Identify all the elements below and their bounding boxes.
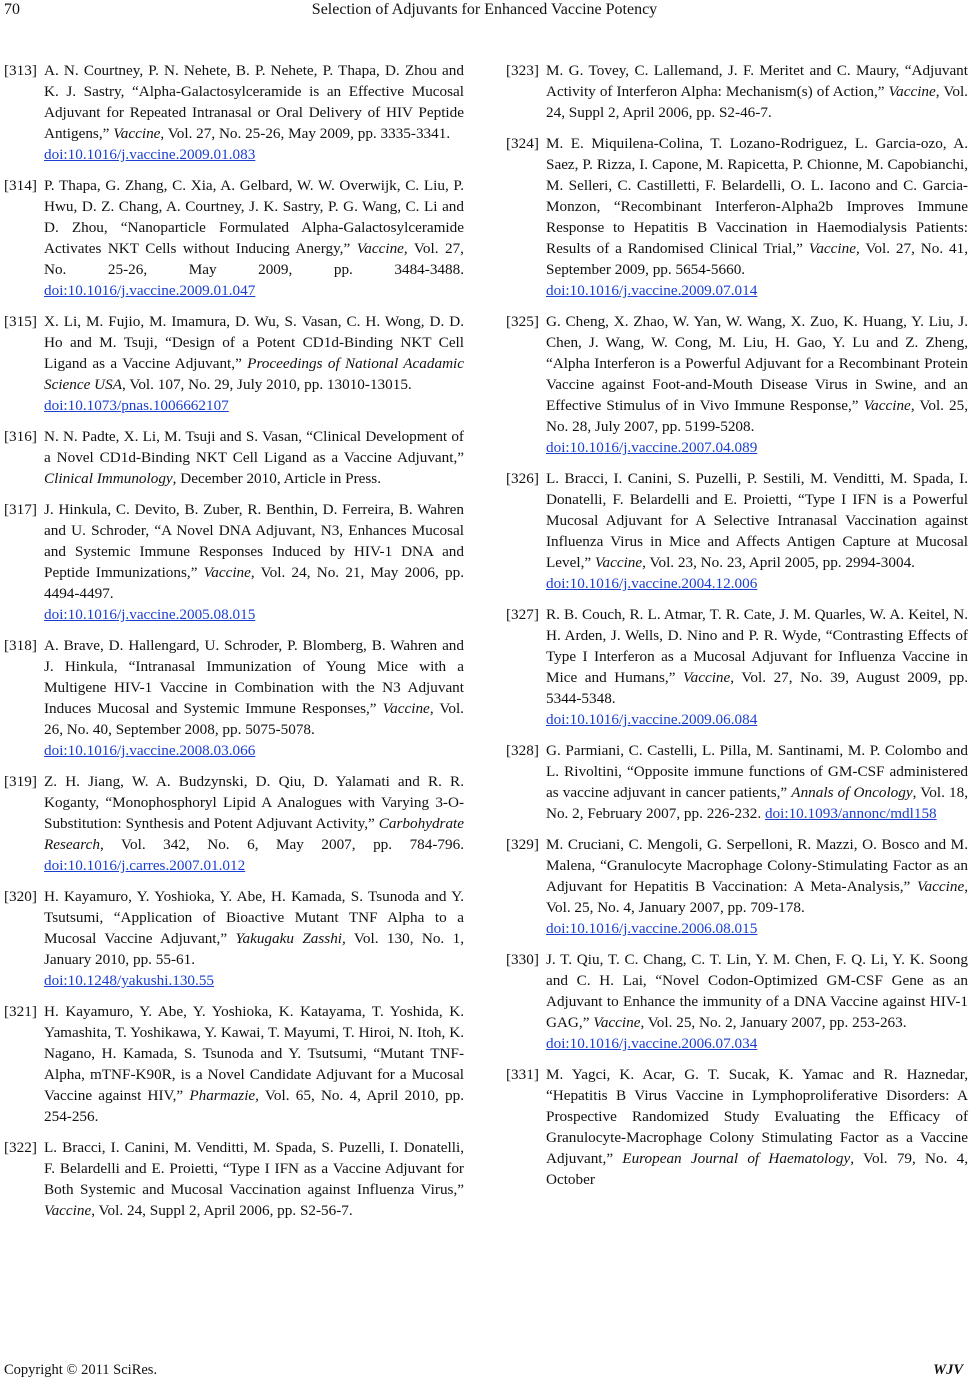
reference-journal: Yakugaku Zasshi [235, 930, 343, 947]
reference-details: , Vol. 18, No. 2, February 2007, pp. 226-232. [546, 784, 968, 822]
reference-details: , Vol. 24, Suppl 2, April 2006, pp. S2-56-7. [91, 1202, 353, 1219]
reference-details: , Vol. 23, No. 23, April 2005, pp. 2994-3004. [642, 554, 915, 571]
reference-entry [4, 311, 464, 416]
reference-authors-title: H. Kayamuro, Y. Abe, Y. Yoshioka, K. Katayama, T. Yoshida, K. Yamashita, T. Yoshikawa, Y. Kawai, T. Mayumi, T. Hiroi, N. Itoh, K. Nagano, H. Kamada, S. Tsunoda and Y. Tsutsumi, “Mutant TNF-Alpha, mTNF-K90R, is a Novel Candidate Adjuvant for a Mucosal Vaccine against HIV,” [44, 1003, 464, 1104]
reference-details: , Vol. 107, No. 29, July 2010, pp. 13010-13015. [122, 376, 412, 393]
reference-details: , Vol. 79, No. 4, October [546, 1150, 969, 1188]
reference-details: , Vol. 27, No. 39, August 2009, pp. 5344-5348. [546, 669, 968, 707]
reference-entry [4, 771, 464, 876]
reference-details: , Vol. 25, No. 2, January 2007, pp. 253-263. [640, 1014, 907, 1031]
reference-number: [325] [506, 313, 539, 330]
reference-number: [328] [506, 742, 539, 759]
right-column [506, 60, 968, 1200]
reference-journal: Vaccine [593, 1014, 641, 1031]
reference-number: [321] [4, 1003, 37, 1020]
reference-number: [316] [4, 428, 37, 445]
reference-entry [506, 740, 968, 824]
reference-number: [322] [4, 1139, 37, 1156]
reference-details: , Vol. 26, No. 40, September 2008, pp. 5075-5078. [44, 700, 464, 738]
reference-entry [4, 886, 464, 991]
reference-entry [506, 834, 968, 939]
reference-number: [319] [4, 773, 37, 790]
doi-link[interactable]: doi:10.1016/j.vaccine.2008.03.066 [44, 742, 256, 759]
reference-details: , Vol. 25, No. 28, July 2007, pp. 5199-5208. [546, 397, 968, 435]
reference-journal: Pharmazie [189, 1087, 256, 1104]
reference-journal: Vaccine [382, 700, 430, 717]
copyright-notice: Copyright © 2011 SciRes. [4, 1362, 158, 1378]
reference-entry [4, 426, 464, 489]
left-column [4, 60, 464, 1231]
doi-link[interactable]: doi:10.1016/j.vaccine.2004.12.006 [546, 575, 758, 592]
reference-authors-title: L. Bracci, I. Canini, S. Puzelli, P. Sestili, M. Venditti, M. Spada, I. Donatelli, F. Belardelli and E. Proietti, “Type I IFN is a Powerful Mucosal Adjuvant for A Selective Intranasal Vaccination against Influenza Virus in Mice and Affects Antigen Capture at Mucosal Level,” [546, 470, 968, 571]
doi-link[interactable]: doi:10.1016/j.vaccine.2009.06.084 [546, 711, 758, 728]
reference-entry [4, 499, 464, 625]
reference-journal: Vaccine [888, 83, 936, 100]
reference-journal: Clinical Immunology [44, 470, 173, 487]
page-header [0, 0, 969, 22]
reference-journal: Vaccine [683, 669, 731, 686]
reference-entry [4, 635, 464, 761]
reference-entry [506, 133, 968, 301]
doi-link[interactable]: doi:10.1016/j.vaccine.2007.04.089 [546, 439, 758, 456]
reference-authors-title: P. Thapa, G. Zhang, C. Xia, A. Gelbard, W. W. Overwijk, C. Liu, P. Hwu, D. Z. Chang, A. Courtney, J. K. Sastry, P. G. Wang, C. Li and D. Zhou, “Nanoparticle Formulated Alpha-Galactosylceramide Activates NKT Cells without Inducing Anergy,” [44, 177, 464, 257]
reference-entry [506, 949, 968, 1054]
reference-authors-title: Z. H. Jiang, W. A. Budzynski, D. Qiu, D. Yalamati and R. R. Koganty, “Monophosphoryl Lipid A Analogues with Varying 3-O-Substitution: Synthesis and Potent Adjuvant Activity,” [44, 773, 464, 832]
reference-journal: Vaccine [863, 397, 911, 414]
doi-link[interactable]: doi:10.1016/j.carres.2007.01.012 [44, 857, 246, 874]
reference-journal: Vaccine [916, 878, 965, 895]
reference-authors-title: M. Cruciani, C. Mengoli, G. Serpelloni, R. Mazzi, O. Bosco and M. Malena, “Granulocyte Macrophage Colony-Stimulating Factor as an Adjuvant for Hepatitis B Vaccination: A Meta-Analysis,” [546, 836, 968, 895]
reference-authors-title: J. Hinkula, C. Devito, B. Zuber, R. Benthin, D. Ferreira, B. Wahren and U. Schroder, “A Novel DNA Adjuvant, N3, Enhances Mucosal and Systemic Immune Responses Induced by HIV-1 DNA and Peptide Immunizations,” [44, 501, 464, 581]
reference-journal: Vaccine [113, 125, 161, 142]
reference-authors-title: A. Brave, D. Hallengard, U. Schroder, P. Blomberg, B. Wahren and J. Hinkula, “Intranasal Immunization of Young Mice with a Multigene HIV-1 Vaccine in Combination with the N3 Adjuvant Induces Mucosal and Systemic Immune Responses,” [44, 637, 464, 717]
reference-details: , Vol. 27, No. 25-26, May 2009, pp. 3335-3341. [160, 125, 451, 142]
reference-details: , Vol. 342, No. 6, May 2007, pp. 784-796. [99, 836, 464, 853]
reference-number: [324] [506, 135, 539, 152]
doi-link[interactable]: doi:10.1016/j.vaccine.2009.07.014 [546, 282, 758, 299]
doi-link[interactable]: doi:10.1016/j.vaccine.2006.08.015 [546, 920, 758, 937]
reference-number: [331] [506, 1066, 539, 1083]
page-number: 70 [4, 1, 20, 18]
reference-entry [4, 1137, 464, 1221]
reference-authors-title: X. Li, M. Fujio, M. Imamura, D. Wu, S. Vasan, C. H. Wong, D. D. Ho and M. Tsuji, “Design of a Potent CD1d-Binding NKT Cell Ligand as a Vaccine Adjuvant,” [44, 313, 464, 372]
reference-authors-title: H. Kayamuro, Y. Yoshioka, Y. Abe, H. Kamada, S. Tsunoda and Y. Tsutsumi, “Application of Bioactive Mutant TNF Alpha to a Mucosal Vaccine Adjuvant,” [44, 888, 464, 947]
reference-authors-title: A. N. Courtney, P. N. Nehete, B. P. Nehete, P. Thapa, D. Zhou and K. J. Sastry, “Alpha-Galactosylceramide is an Effective Mucosal Adjuvant for Repeated Intranasal or Oral Delivery of HIV Peptide Antigens,” [44, 62, 464, 142]
reference-entry [506, 468, 968, 594]
reference-details: , Vol. 25, No. 4, January 2007, pp. 709-178. [546, 878, 968, 916]
reference-authors-title: M. G. Tovey, C. Lallemand, J. F. Meritet and C. Maury, “Adjuvant Activity of Interferon Alpha: Mechanism(s) of Action,” [546, 62, 968, 100]
reference-number: [320] [4, 888, 37, 905]
reference-number: [326] [506, 470, 539, 487]
reference-authors-title: J. T. Qiu, T. C. Chang, C. T. Lin, Y. M. Chen, F. Q. Li, Y. K. Soong and C. H. Lai, “Novel Codon-Optimized GM-CSF Gene as an Adjuvant to Enhance the immunity of a DNA Vaccine against HIV-1 GAG,” [546, 951, 968, 1031]
reference-journal: Carbohydrate Research [44, 815, 464, 853]
reference-authors-title: L. Bracci, I. Canini, M. Venditti, M. Spada, S. Puzelli, I. Donatelli, F. Belardelli and E. Proietti, “Type I IFN as a Vaccine Adjuvant for Both Systemic and Mucosal Vaccination against Influenza Virus,” [44, 1139, 464, 1198]
reference-details: , Vol. 27, No. 25-26, May 2009, pp. 3484-3488. [44, 240, 464, 278]
reference-entry [4, 60, 464, 165]
reference-entry [506, 604, 968, 730]
reference-entry [506, 1064, 968, 1190]
journal-abbreviation: WJV [933, 1362, 963, 1378]
reference-number: [318] [4, 637, 37, 654]
doi-link[interactable]: doi:10.1093/annonc/mdl158 [764, 805, 937, 822]
reference-journal: Annals of Oncology [791, 784, 913, 801]
doi-link[interactable]: doi:10.1248/yakushi.130.55 [44, 972, 215, 989]
reference-journal: Vaccine [44, 1202, 92, 1219]
reference-journal: European Journal of Haematology [622, 1150, 851, 1167]
reference-number: [323] [506, 62, 539, 79]
reference-details: , Vol. 24, Suppl 2, April 2006, pp. S2-46-7. [546, 83, 968, 121]
reference-number: [327] [506, 606, 539, 623]
reference-journal: Vaccine [808, 240, 856, 257]
reference-journal: Vaccine [203, 564, 251, 581]
reference-journal: Vaccine [356, 240, 404, 257]
reference-authors-title: G. Parmiani, C. Castelli, L. Pilla, M. Santinami, M. P. Colombo and L. Rivoltini, “Opposite immune functions of GM-CSF administered as vaccine adjuvant in cancer patients,” [546, 742, 968, 801]
reference-entry [506, 311, 968, 458]
reference-number: [330] [506, 951, 539, 968]
reference-number: [317] [4, 501, 37, 518]
running-title: Selection of Adjuvants for Enhanced Vaccine Potency [311, 1, 658, 18]
reference-number: [313] [4, 62, 37, 79]
doi-link[interactable]: doi:10.1073/pnas.1006662107 [44, 397, 229, 414]
reference-details: , Vol. 130, No. 1, January 2010, pp. 55-61. [44, 930, 464, 968]
reference-journal: Vaccine [594, 554, 643, 571]
reference-entry [506, 60, 968, 123]
page-footer [0, 1362, 969, 1384]
reference-authors-title: R. B. Couch, R. L. Atmar, T. R. Cate, J. M. Quarles, W. A. Keitel, N. H. Arden, J. Wells, D. Nino and P. R. Wyde, “Contrasting Effects of Type I Interferon as a Mucosal Adjuvant for Influenza Vaccine in Mice and Humans,” [546, 606, 968, 686]
reference-journal: Proceedings of National Acadamic Science USA [44, 355, 464, 393]
reference-details: , Vol. 65, No. 4, April 2010, pp. 254-256. [44, 1087, 464, 1125]
reference-authors-title: M. E. Miquilena-Colina, T. Lozano-Rodriguez, L. Garcia-ozo, A. Saez, P. Rizza, I. Capone, M. Rapicetta, P. Chionne, M. Capobianchi, M. Selleri, C. Castilletti, F. Belardelli, O. L. Iacono and C. Garcia-Monzon, “Recombinant Interferon-Alpha2b Improves Immune Response to Hepatitis B Vaccination in Haemodialysis Patients: Results of a Randomised Clinical Trial,” [546, 135, 968, 257]
reference-authors-title: N. N. Padte, X. Li, M. Tsuji and S. Vasan, “Clinical Development of a Novel CD1d-Binding NKT Cell Ligand as a Vaccine Adjuvant,” [44, 428, 464, 466]
reference-entry [4, 1001, 464, 1127]
reference-details: , Vol. 27, No. 41, September 2009, pp. 5654-5660. [546, 240, 969, 278]
doi-link[interactable]: doi:10.1016/j.vaccine.2009.01.047 [44, 282, 256, 299]
doi-link[interactable]: doi:10.1016/j.vaccine.2009.01.083 [44, 146, 256, 163]
reference-authors-title: M. Yagci, K. Acar, G. T. Sucak, K. Yamac and R. Haznedar, “Hepatitis B Virus Vaccine in Lymphoproliferative Disorders: A Prospective Randomized Study Evaluating the Efficacy of Granulocyte-Macrophage Colony Stimulating Factor as a Vaccine Adjuvant,” [546, 1066, 968, 1167]
reference-number: [329] [506, 836, 539, 853]
reference-number: [314] [4, 177, 37, 194]
doi-link[interactable]: doi:10.1016/j.vaccine.2005.08.015 [44, 606, 256, 623]
reference-number: [315] [4, 313, 37, 330]
doi-link[interactable]: doi:10.1016/j.vaccine.2006.07.034 [546, 1035, 758, 1052]
reference-authors-title: G. Cheng, X. Zhao, W. Yan, W. Wang, X. Zuo, K. Huang, Y. Liu, J. Chen, J. Wang, W. Cong, M. Liu, H. Gao, Y. Lu and Z. Zheng, “Alpha Interferon is a Powerful Adjuvant for a Recombinant Protein Vaccine against Foot-and-Mouth Disease Virus in Swine, and an Effective Stimulus of in Vivo Immune Response,” [546, 313, 968, 414]
reference-entry [4, 175, 464, 301]
reference-details: , December 2010, Article in Press. [172, 470, 382, 487]
reference-details: , Vol. 24, No. 21, May 2006, pp. 4494-4497. [44, 564, 464, 602]
